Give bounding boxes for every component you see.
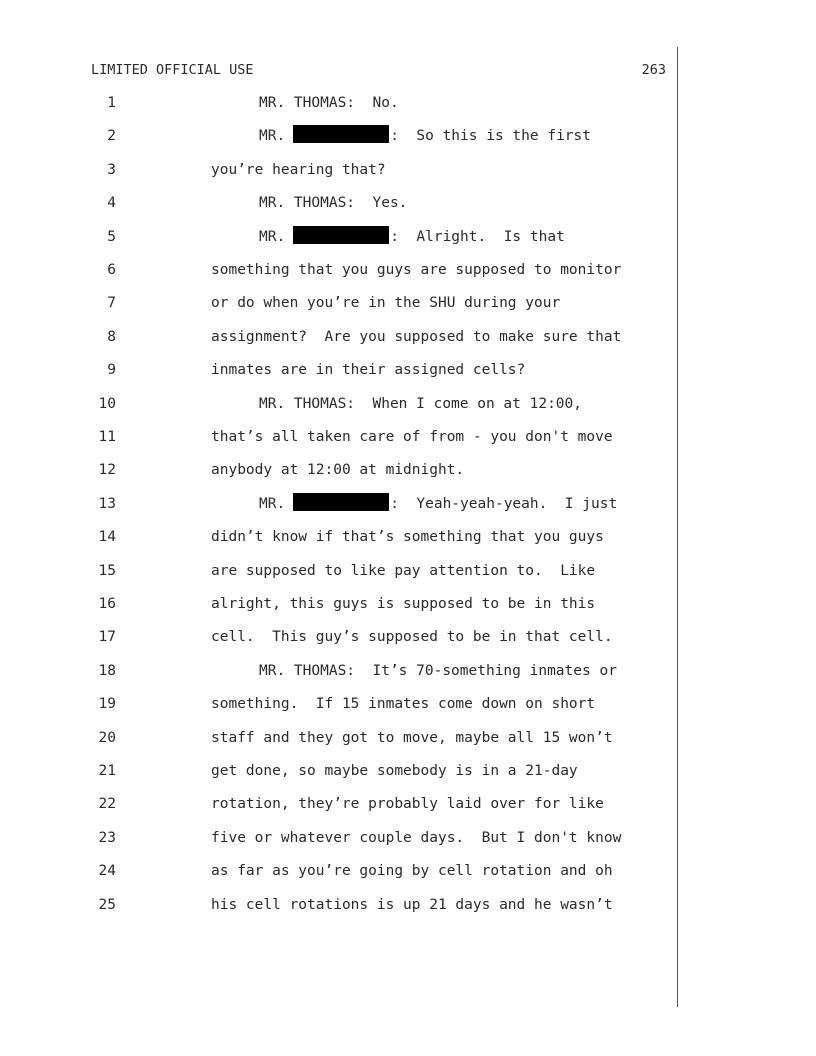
transcript-line <box>0 326 816 348</box>
line-text <box>259 393 582 415</box>
line-number: 6 <box>107 262 116 278</box>
line-text <box>259 493 617 515</box>
line-text <box>211 526 604 548</box>
classification-header: LIMITED OFFICIAL USE <box>91 62 254 78</box>
line-text <box>211 159 386 181</box>
speaker-prefix: MR. <box>259 495 286 512</box>
line-text <box>211 626 613 648</box>
line-number: 1 <box>107 95 116 111</box>
line-number: 24 <box>98 863 116 880</box>
line-text <box>211 860 613 882</box>
transcript-line <box>0 159 816 181</box>
line-number: 5 <box>107 228 116 245</box>
spoken-text: his cell rotations is up 21 days and he wasn’t <box>211 896 613 913</box>
line-text <box>259 125 591 147</box>
spoken-text: get done, so maybe somebody is in a 21-day <box>211 763 578 779</box>
line-text <box>211 894 613 916</box>
spoken-text: you’re hearing that? <box>211 161 386 178</box>
transcript-line <box>0 560 816 582</box>
transcript-line <box>0 526 816 548</box>
transcript-line <box>0 760 816 782</box>
line-text <box>259 660 617 682</box>
line-number: 16 <box>98 596 116 612</box>
transcript-line <box>0 426 816 448</box>
spoken-text: or do when you’re in the SHU during your <box>211 295 561 312</box>
transcript-line <box>0 359 816 381</box>
transcript-line <box>0 125 816 147</box>
line-text <box>211 459 464 481</box>
page-number: 263 <box>641 62 666 78</box>
line-number: 23 <box>98 829 116 846</box>
spoken-text: alright, this guys is supposed to be in this <box>211 596 596 612</box>
spoken-text: MR. THOMAS: When I come on at 12:00, <box>259 395 583 412</box>
line-text <box>259 192 407 214</box>
spoken-text: MR. THOMAS: Yes. <box>259 195 408 212</box>
transcript-line <box>0 192 816 214</box>
line-number: 20 <box>98 729 116 746</box>
transcript-line <box>0 827 816 849</box>
line-text <box>211 760 578 782</box>
line-text <box>259 226 565 248</box>
transcript-line <box>0 860 816 882</box>
spoken-text: staff and they got to move, maybe all 15 won’t <box>211 729 613 746</box>
line-number: 2 <box>107 128 116 145</box>
transcript-line <box>0 626 816 648</box>
line-text <box>259 92 399 114</box>
line-text <box>211 793 604 815</box>
spoken-text: assignment? Are you supposed to make sure that <box>211 328 622 345</box>
spoken-text: : Alright. Is that <box>390 228 565 245</box>
line-number: 12 <box>98 462 116 479</box>
transcript-line <box>0 226 816 248</box>
spoken-text: anybody at 12:00 at midnight. <box>211 462 465 479</box>
line-text <box>211 693 595 715</box>
line-number: 25 <box>98 896 116 913</box>
transcript-line <box>0 459 816 481</box>
line-number: 3 <box>107 161 116 178</box>
line-text <box>211 727 613 749</box>
spoken-text: rotation, they’re probably laid over for like <box>211 796 604 813</box>
transcript-line <box>0 593 816 615</box>
line-number: 8 <box>107 328 116 345</box>
spoken-text: cell. This guy’s supposed to be in that cell. <box>211 629 613 646</box>
speaker-prefix: MR. <box>259 128 286 145</box>
transcript-line <box>0 727 816 749</box>
spoken-text: something that you guys are supposed to monitor <box>211 262 622 278</box>
transcript-line <box>0 693 816 715</box>
line-number: 22 <box>98 796 116 813</box>
line-text <box>211 560 595 582</box>
line-number: 19 <box>98 696 116 713</box>
line-number: 14 <box>98 529 116 546</box>
transcript-line <box>0 894 816 916</box>
line-number: 21 <box>98 763 116 779</box>
line-number: 7 <box>107 295 116 312</box>
line-number: 13 <box>98 495 116 512</box>
transcript-line <box>0 493 816 515</box>
line-text <box>211 292 560 314</box>
transcript-line <box>0 92 816 114</box>
spoken-text: five or whatever couple days. But I don't know <box>211 829 622 846</box>
spoken-text: : Yeah-yeah-yeah. I just <box>390 495 618 512</box>
line-number: 17 <box>98 629 116 646</box>
line-number: 10 <box>98 395 116 412</box>
spoken-text: didn’t know if that’s something that you guys <box>211 529 604 546</box>
redaction-box <box>293 493 389 511</box>
spoken-text: MR. THOMAS: It’s 70-something inmates or <box>259 662 617 679</box>
spoken-text: : So this is the first <box>390 128 591 145</box>
line-text <box>211 593 595 615</box>
transcript-line <box>0 292 816 314</box>
redaction-box <box>293 226 389 244</box>
line-text <box>211 259 621 281</box>
transcript-line <box>0 393 816 415</box>
line-number: 4 <box>107 195 116 212</box>
line-number: 11 <box>98 429 116 445</box>
redaction-box <box>293 125 389 143</box>
transcript-line <box>0 660 816 682</box>
speaker-prefix: MR. <box>259 228 286 245</box>
line-number: 18 <box>98 662 116 679</box>
transcript-line <box>0 259 816 281</box>
spoken-text: something. If 15 inmates come down on short <box>211 696 596 713</box>
line-text <box>211 827 621 849</box>
line-text <box>211 359 525 381</box>
transcript-line <box>0 793 816 815</box>
line-text <box>211 326 621 348</box>
line-number: 9 <box>107 362 116 379</box>
line-number: 15 <box>98 562 116 579</box>
spoken-text: inmates are in their assigned cells? <box>211 362 526 379</box>
spoken-text: are supposed to like pay attention to. Like <box>211 562 596 579</box>
line-text <box>211 426 613 448</box>
spoken-text: MR. THOMAS: No. <box>259 95 399 111</box>
spoken-text: that’s all taken care of from - you don't move <box>211 429 613 445</box>
spoken-text: as far as you’re going by cell rotation and oh <box>211 863 613 880</box>
